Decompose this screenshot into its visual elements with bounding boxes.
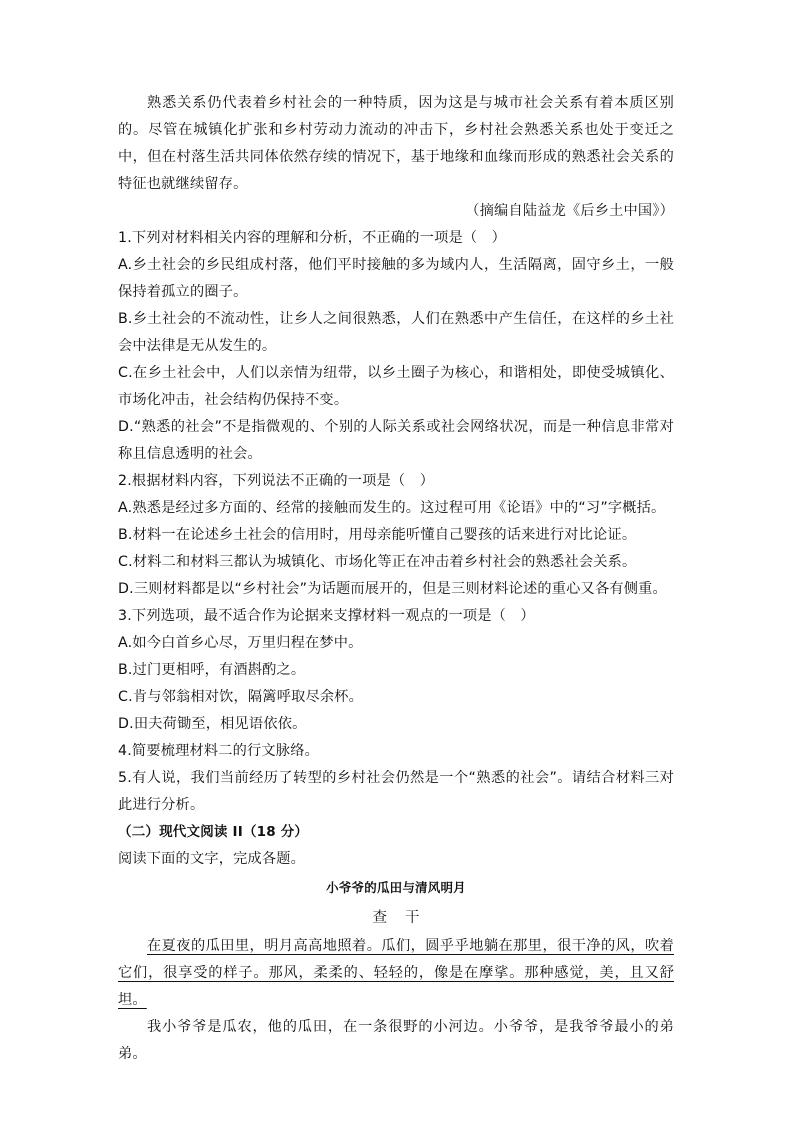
question-4: 4.简要梳理材料二的行文脉络。: [118, 743, 319, 759]
section-instruction: 阅读下面的文字，完成各题。: [118, 851, 306, 867]
source-citation: （摘编自陆益龙《后乡土中国》）: [465, 203, 674, 219]
story-title: 小爷爷的瓜田与清风明月: [326, 880, 466, 895]
question-2-option-d: D.三则材料都是以“乡村社会”为话题而展开的，但是三则材料论述的重心又各有侧重。: [118, 581, 667, 597]
question-1-option-b: B.乡土社会的不流动性，让乡人之间很熟悉，人们在熟悉中产生信任，在这样的乡土社会中法律是无从发生的。: [118, 311, 674, 354]
story-paragraph-1: 在夏夜的瓜田里，明月高高地照着。瓜们，圆乎乎地躺在那里，很干净的风，吹着它们，很享受的样子。那风，柔柔的、轻轻的，像是在摩挲。那种感觉，美，且又舒坦。: [118, 938, 674, 1008]
question-1-option-d: D.“熟悉的社会”不是指微观的、个别的人际关系或社会网络状况，而是一种信息非常对称且信息透明的社会。: [118, 419, 674, 462]
question-2-option-b: B.材料一在论述乡土社会的信用时，用母亲能听懂自己婴孩的话来进行对比论证。: [118, 527, 637, 543]
question-1-option-a: A.乡土社会的乡民组成村落，他们平时接触的多为域内人，生活隔离，固守乡土，一般保持着孤立的圈子。: [118, 257, 674, 300]
question-3-option-d: D.田夫荷锄至，相见语依依。: [118, 716, 307, 732]
story-author: 查干: [372, 910, 438, 926]
question-3-option-a: A.如今白首乡心尽，万里归程在梦中。: [118, 635, 363, 651]
question-3-option-b: B.过门更相呼，有酒斟酌之。: [118, 662, 306, 678]
passage-paragraph: 熟悉关系仍代表着乡村社会的一种特质，因为这是与城市社会关系有着本质区别的。尽管在城镇化扩张和乡村劳动力流动的冲击下，乡村社会熟悉关系也处于变迁之中，但在村落生活共同体依然存续的情况下，基于地缘和血缘而形成的熟悉社会关系的特征也就继续留存。: [118, 95, 674, 192]
story-paragraph-2: 我小爷爷是瓜农，他的瓜田，在一条很野的小河边。小爷爷，是我爷爷最小的弟弟。: [118, 1019, 674, 1062]
question-1-stem: 1.下列对材料相关内容的理解和分析，不正确的一项是（ ）: [118, 230, 507, 246]
section-heading: （二）现代文阅读 II（18 分）: [118, 824, 309, 840]
question-2-option-c: C.材料二和材料三都认为城镇化、市场化等正在冲击着乡村社会的熟悉社会关系。: [118, 554, 637, 570]
question-3-option-c: C.肯与邻翁相对饮，隔篱呼取尽余杯。: [118, 689, 364, 705]
question-3-stem: 3.下列选项，最不适合作为论据来支撑材料一观点的一项是（ ）: [118, 608, 535, 624]
question-1-option-c: C.在乡土社会中，人们以亲情为纽带，以乡土圈子为核心，和谐相处，即使受城镇化、市场化冲击，社会结构仍保持不变。: [118, 365, 674, 408]
question-5: 5.有人说，我们当前经历了转型的乡村社会仍然是一个“熟悉的社会”。请结合材料三对此进行分析。: [118, 770, 674, 813]
question-2-option-a: A.熟悉是经过多方面的、经常的接触而发生的。这过程可用《论语》中的“习”字概括。: [118, 500, 666, 516]
question-2-stem: 2.根据材料内容，下列说法不正确的一项是（ ）: [118, 473, 435, 489]
document-page: [118, 90, 674, 1068]
